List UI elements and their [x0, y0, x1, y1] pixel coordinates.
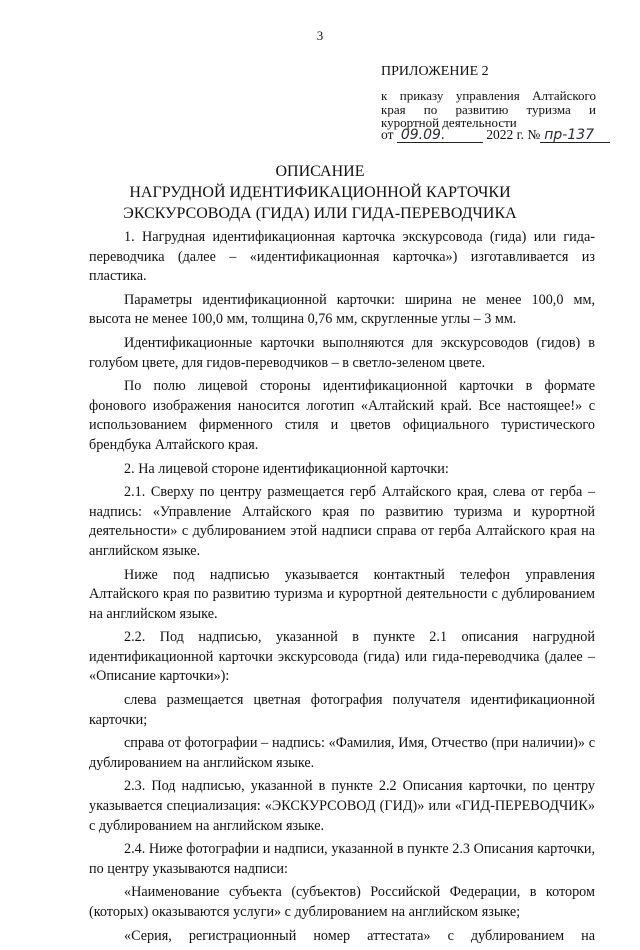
document-title [0, 161, 640, 224]
date-prefix: от [381, 127, 394, 142]
appendix-label: ПРИЛОЖЕНИЕ 2 [381, 64, 489, 79]
number-prefix: № [527, 127, 541, 142]
document-body [89, 228, 595, 950]
title-line-1: ОПИСАНИЕ [275, 163, 365, 180]
handwritten-number-text: пр-137 [544, 127, 595, 143]
paragraph-13: «Наименование субъекта (субъектов) Российской Федерации, в котором (которых) оказываются услуги» с дублированием на английском языке; [89, 884, 595, 920]
handwritten-number [540, 128, 610, 143]
paragraph-5: 2. На лицевой стороне идентификационной карточки: [124, 460, 449, 477]
paragraph-12: 2.4. Ниже фотографии и надписи, указанной в пункте 2.3 Описания карточки, по центру указываются надписи: [89, 841, 595, 877]
year-suffix: 2022 г. [486, 127, 524, 142]
paragraph-7: Ниже под надписью указывается контактный телефон управления Алтайского края по развитию туризма и курортной деятельности с дублированием на английском языке. [89, 566, 595, 622]
handwritten-date [397, 128, 483, 143]
order-date-line [381, 127, 610, 143]
paragraph-3: Идентификационные карточки выполняются для экскурсоводов (гидов) в голубом цвете, для гидов-переводчиков – в светло-зеленом цвете. [89, 334, 595, 371]
order-line-3: курортной деятельности [381, 115, 517, 130]
order-line-1: к приказу управления Алтайского [381, 88, 596, 103]
handwritten-date-text: 09.09. [400, 127, 446, 143]
title-line-2: НАГРУДНОЙ ИДЕНТИФИКАЦИОННОЙ КАРТОЧКИ [129, 184, 511, 201]
page-number: 3 [316, 28, 324, 43]
title-line-3: ЭКСКУРСОВОДА (ГИДА) ИЛИ ГИДА-ПЕРЕВОДЧИКА [123, 205, 517, 222]
paragraph-8: 2.2. Под надписью, указанной в пункте 2.1 описания нагрудной идентификационной карточки экскурсовода (гида) или гида-переводчика (далее – «Описание карточки»): [89, 629, 595, 685]
order-line-2: края по развитию туризма и [381, 101, 596, 117]
paragraph-14: «Серия, регистрационный номер аттестата» с дублированием на [124, 927, 595, 944]
order-reference [381, 89, 596, 130]
paragraph-6: 2.1. Сверху по центру размещается герб Алтайского края, слева от герба – надпись: «Управление Алтайского края по развитию туризма и курортной деятельности» с дублированием этой надписи справа от герба Алтайского края на английском языке. [89, 484, 595, 559]
paragraph-1: 1. Нагрудная идентификационная карточка экскурсовода (гида) или гида-переводчика (далее – «идентификационная карточка») изготавливается из пластика. [89, 229, 595, 285]
paragraph-2: Параметры идентификационной карточки: ширина не менее 100,0 мм, высота не менее 100,0 мм, толщина 0,76 мм, скругленные углы – 3 мм. [89, 291, 595, 328]
paragraph-9: слева размещается цветная фотография получателя идентификационной карточки; [89, 692, 595, 728]
paragraph-4: По полю лицевой стороны идентификационной карточки в формате фонового изображения наносится логотип «Алтайский край. Все настоящее!» с использованием фирменного стиля и цветов официального туристического брендбука Алтайского края. [89, 378, 595, 453]
paragraph-11: 2.3. Под надписью, указанной в пункте 2.2 Описания карточки, по центру указывается специализация: «ЭКСКУРСОВОД (ГИД)» или «ГИД-ПЕРЕВОДЧИК» с дублированием на английском языке. [89, 778, 595, 834]
paragraph-10: справа от фотографии – надпись: «Фамилия, Имя, Отчество (при наличии)» с дублированием на английском языке. [89, 735, 595, 771]
